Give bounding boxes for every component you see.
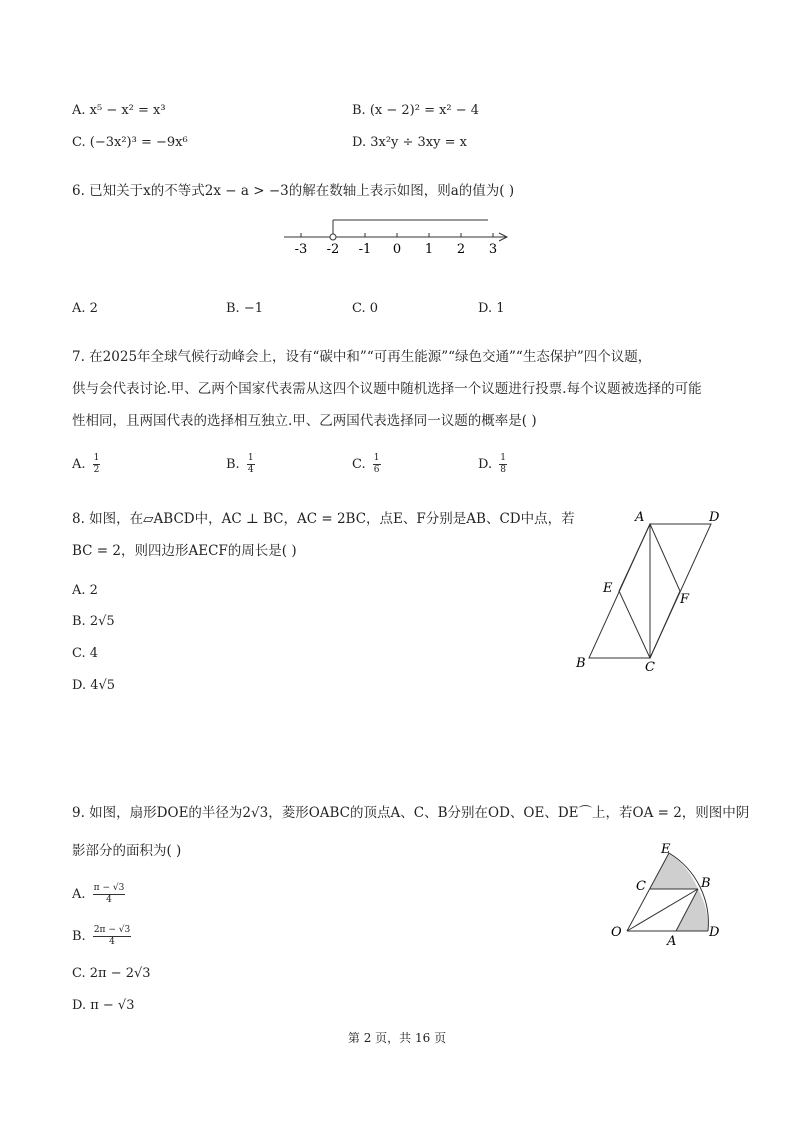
q7-option-a-label: A. [72,457,86,472]
q9-option-c: C. 2π − 2√3 [72,966,151,981]
q9-label-e: E [661,842,671,857]
q5-option-d: D. 3x²y ÷ 3xy = x [352,135,467,150]
q7-line-1: 7. 在2025年全球气候行动峰会上，设有“碳中和”“可再生能源”“绿色交通”“生态保护”四个议题， [72,349,652,365]
fraction-numerator: 1 [247,453,254,463]
q8-option-c: C. 4 [72,646,99,661]
number-line-label: -3 [294,242,308,257]
fraction-denominator: 8 [500,465,506,475]
fraction-denominator: 6 [373,465,380,475]
fraction-numerator: 2π − √3 [93,925,131,935]
q5-option-c: C. (−3x²)³ = −9x⁶ [72,135,188,150]
q9-option-a-label: A. [72,887,86,902]
fraction-numerator: 1 [500,453,506,463]
q9-label-c: C [636,879,646,894]
q7-line-2: 供与会代表讨论.甲、乙两个国家代表需从这四个议题中随机选择一个议题进行投票.每个议题被选择的可能 [72,381,702,397]
fraction-denominator: 4 [247,465,254,475]
q8-line-2: BC = 2，则四边形AECF的周长是( ) [72,543,297,559]
number-line-label: 3 [488,242,498,257]
q8-label-c: C [645,660,655,675]
q8-label-e: E [603,581,613,596]
q9-option-b-label: B. [72,929,86,944]
q8-label-f: F [680,592,690,607]
fraction-numerator: 1 [373,453,380,463]
q7-option-b-label: B. [226,457,240,472]
q8-line-1: 8. 如图，在▱ABCD中，AC ⊥ BC，AC = 2BC，点E、F分别是AB、CD中点，若 [72,511,575,527]
q5-option-a: A. x⁵ − x² = x³ [72,103,166,118]
q8-label-a: A [635,510,645,525]
q9-line-2: 影部分的面积为( ) [72,843,182,859]
fraction-numerator: π − √3 [93,883,125,893]
fraction-numerator: 1 [93,453,100,463]
q8-option-b: B. 2√5 [72,614,115,629]
q7-line-3: 性相同，且两国代表的选择相互独立.甲、乙两国代表选择同一议题的概率是( ) [72,413,537,429]
q6-option-b: B. −1 [226,301,263,316]
q8-option-d: D. 4√5 [72,678,116,693]
number-line-label: 2 [456,242,466,257]
q9-line-1: 9. 如图，扇形DOE的半径为2√3，菱形OABC的顶点A、C、B分别在OD、OE、DE⌒上，若OA = 2，则图中阴 [72,805,750,821]
q8-option-a: A. 2 [72,583,98,598]
q6-option-c: C. 0 [352,301,379,316]
q8-label-d: D [709,510,720,525]
q9-label-o: O [611,925,622,940]
q6-option-a: A. 2 [72,301,98,316]
q9-label-a: A [667,934,677,949]
number-line-label: 1 [424,242,434,257]
page-footer: 第 2 页，共 16 页 [347,1031,447,1045]
fraction-denominator: 4 [106,895,112,905]
q5-option-b: B. (x − 2)² = x² − 4 [352,103,480,118]
q7-option-d-label: D. [478,457,493,472]
number-line-label: -1 [358,242,372,257]
fraction-denominator: 4 [109,937,115,947]
fraction-denominator: 2 [93,465,100,475]
q6-option-d: D. 1 [478,301,505,316]
q8-label-b: B [576,656,586,671]
q9-label-d: D [709,925,720,940]
q6-stem: 6. 已知关于x的不等式2x − a > −3的解在数轴上表示如图，则a的值为( ) [72,183,515,199]
number-line-label: -2 [326,242,340,257]
q9-option-d: D. π − √3 [72,998,135,1013]
number-line-label: 0 [392,242,402,257]
q7-option-c-label: C. [352,457,366,472]
q9-label-b: B [701,876,711,891]
